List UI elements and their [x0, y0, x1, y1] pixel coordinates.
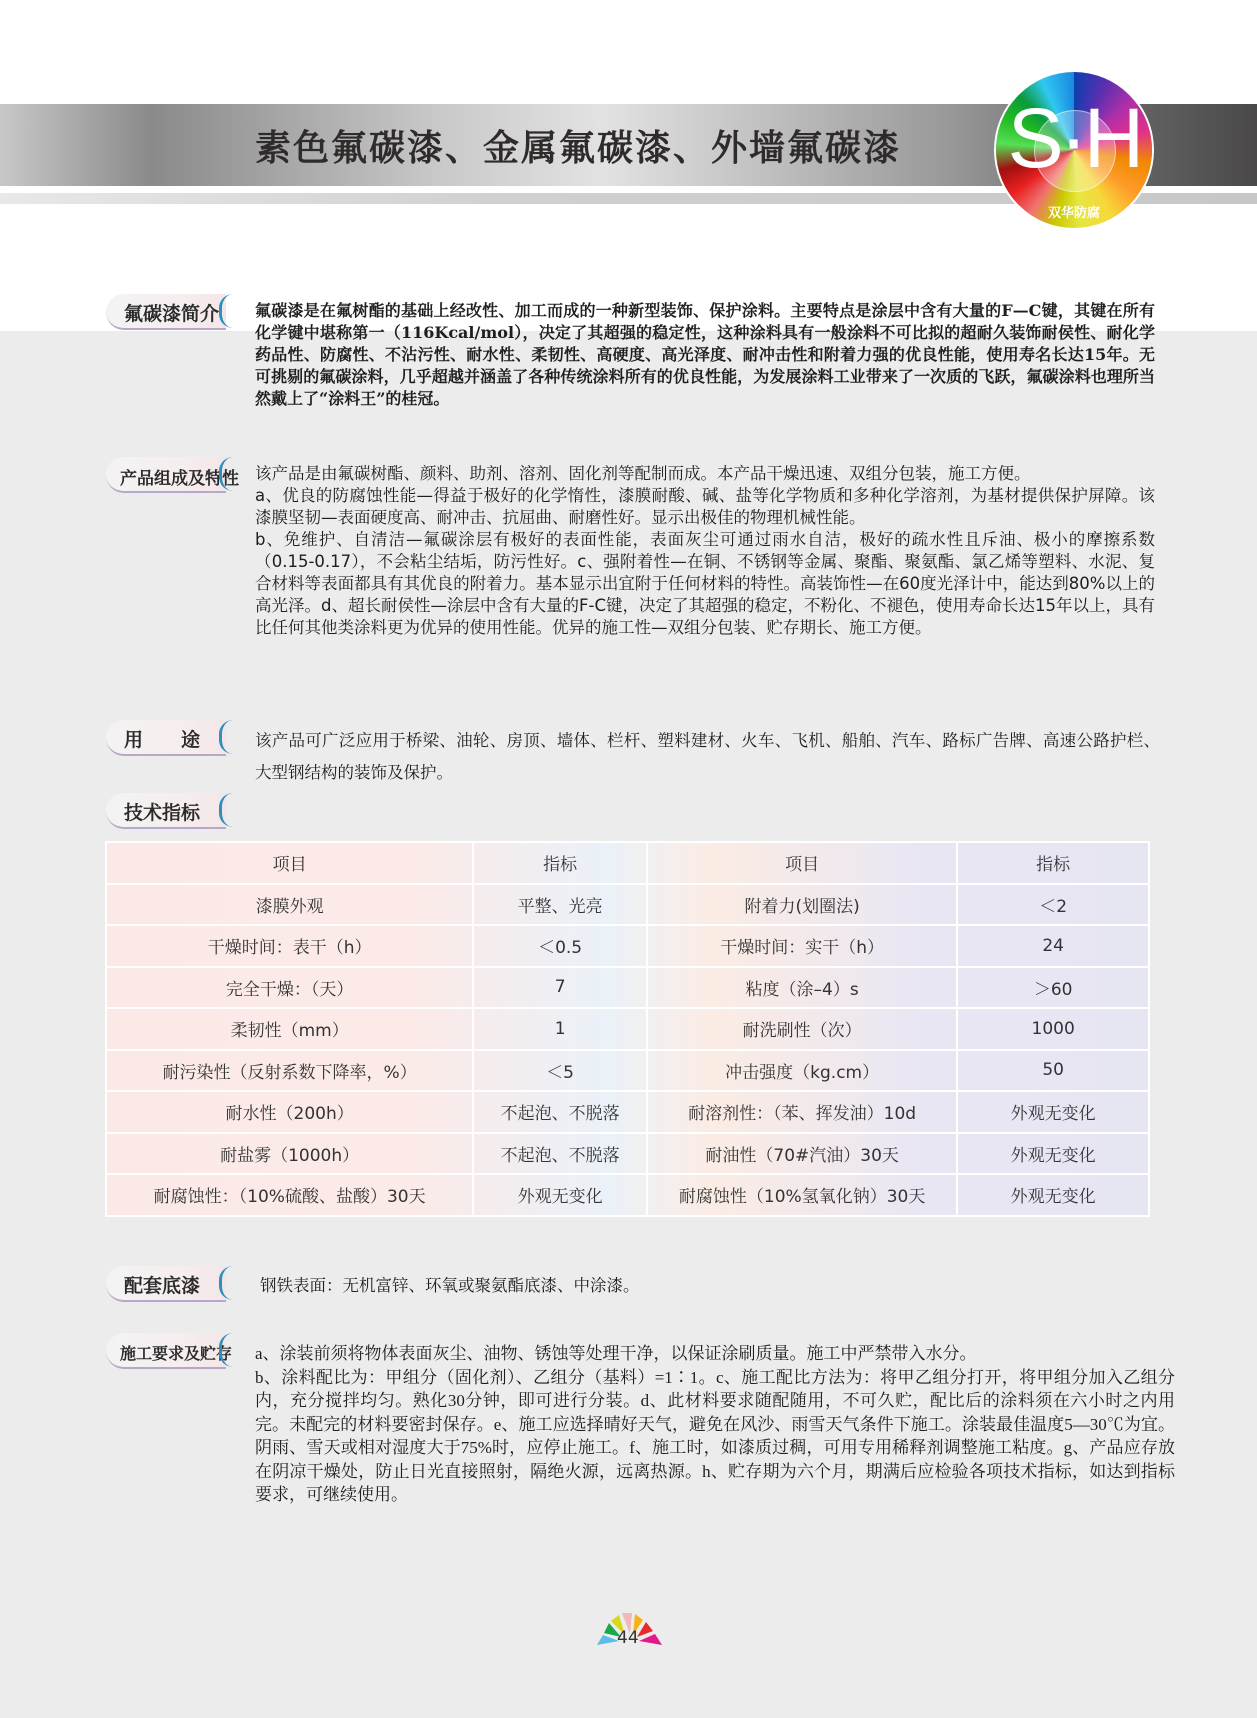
- primer-paragraph: [260, 1275, 1160, 1297]
- section-label-intro: [106, 294, 226, 330]
- construction-paragraphs: [255, 1342, 1175, 1507]
- construction-p1: a、涂装前须将物体表面灰尘、油物、锈蚀等处理干净，以保证涂刷质量。施工中严禁带入水分。: [255, 1344, 977, 1363]
- specs-table: [105, 841, 1150, 1217]
- section-label-text: 用 途: [124, 729, 201, 751]
- composition-p3: b、免维护、自清洁—氟碳涂层有极好的表面性能，表面灰尘可通过雨水自洁，极好的疏水性且斥油、极小的摩擦系数（0.15-0.17），不会粘尘结垢，防污性好。c、强附着性—在铜、不锈钢等金属、聚酯、聚氨酯、氯乙烯等塑料、水泥、复合材料等表面都具有其优良的附着力。基本显示出宜附于任何材料的特性。高装饰性—在60度光泽计中，能达到80%以上的高光泽。d、超长耐侯性—涂层中含有大量的F-C键，决定了其超强的稳定，不粉化、不褪色，使用寿命长达15年以上，具有比任何其他类涂料更为优异的使用性能。优异的施工性—双组分包装、贮存期长、施工方便。: [255, 530, 1155, 637]
- bracket-icon: [219, 1266, 236, 1300]
- table-cell: 外观无变化: [957, 1133, 1149, 1175]
- table-cell: ＜5: [473, 1050, 647, 1092]
- section-label-text: 配套底漆: [124, 1275, 201, 1297]
- section-label-primer: [106, 1266, 226, 1302]
- table-cell: 外观无变化: [957, 1174, 1149, 1216]
- table-cell: 耐洗刷性（次）: [647, 1008, 957, 1050]
- bracket-icon: [219, 294, 236, 328]
- bracket-icon: [219, 793, 236, 827]
- intro-paragraph: [255, 300, 1155, 410]
- usage-paragraph: [255, 725, 1160, 789]
- table-cell: ＜2: [957, 884, 1149, 926]
- section-label-usage: [106, 720, 226, 756]
- table-cell: 50: [957, 1050, 1149, 1092]
- table-cell: 漆膜外观: [106, 884, 473, 926]
- table-cell: 耐盐雾（1000h）: [106, 1133, 473, 1175]
- table-row: [106, 967, 1149, 1009]
- table-cell: 外观无变化: [473, 1174, 647, 1216]
- table-cell: 冲击强度（kg.cm）: [647, 1050, 957, 1092]
- composition-p1: 该产品是由氟碳树酯、颜料、助剂、溶剂、固化剂等配制而成。本产品干燥迅速、双组分包装，施工方便。: [255, 464, 1031, 483]
- table-cell: 柔韧性（mm）: [106, 1008, 473, 1050]
- table-cell: ＞60: [957, 967, 1149, 1009]
- section-label-construction: [106, 1333, 233, 1369]
- table-cell: 耐溶剂性：（苯、挥发油）10d: [647, 1091, 957, 1133]
- intro-text: 氟碳漆是在氟树酯的基础上经改性、加工而成的一种新型装饰、保护涂料。主要特点是涂层中含有大量的F—C键，其键在所有化学键中堪称第一（116Kcal/mol），决定了其超强的稳定性，这种涂料具有一般涂料不可比拟的超耐久装饰耐侯性、耐化学药品性、防腐性、不沾污性、耐水性、柔韧性、高硬度、高光泽度、耐冲击性和附着力强的优良性能，使用寿名长达15年。无可挑剔的氟碳涂料，几乎超越并涵盖了各种传统涂料所有的优良性能，为发展涂料工业带来了一次质的飞跃，氟碳涂料也理所当然戴上了“涂料王”的桂冠。: [255, 301, 1155, 408]
- logo-company-name: 双华防腐: [1047, 206, 1100, 221]
- section-label-text: 产品组成及特性: [120, 469, 239, 489]
- usage-text: 该产品可广泛应用于桥梁、油轮、房顶、墙体、栏杆、塑料建材、火车、飞机、船舶、汽车、路标广告牌、高速公路护栏、大型钢结构的装饰及保护。: [255, 731, 1160, 782]
- table-cell: 耐腐蚀性：（10%硫酸、盐酸）30天: [106, 1174, 473, 1216]
- primer-text: 钢铁表面：无机富锌、环氧或聚氨酯底漆、中涂漆。: [260, 1276, 640, 1295]
- table-header: 项目: [106, 842, 473, 884]
- table-row: [106, 1008, 1149, 1050]
- table-cell: 外观无变化: [957, 1091, 1149, 1133]
- table-cell: 干燥时间：表干（h）: [106, 925, 473, 967]
- table-row: [106, 1133, 1149, 1175]
- page-title: 素色氟碳漆、金属氟碳漆、外墙氟碳漆: [255, 128, 902, 169]
- table-cell: ＜0.5: [473, 925, 647, 967]
- table-header: 指标: [957, 842, 1149, 884]
- composition-paragraphs: [255, 463, 1155, 639]
- table-cell: 完全干燥：（天）: [106, 967, 473, 1009]
- table-cell: 1: [473, 1008, 647, 1050]
- table-cell: 平整、光亮: [473, 884, 647, 926]
- table-cell: 7: [473, 967, 647, 1009]
- table-cell: 24: [957, 925, 1149, 967]
- bracket-icon: [219, 1333, 236, 1367]
- table-row: [106, 1050, 1149, 1092]
- table-row: [106, 1091, 1149, 1133]
- section-label-composition: [106, 457, 239, 493]
- table-row: [106, 1174, 1149, 1216]
- table-row: [106, 925, 1149, 967]
- company-logo: [996, 72, 1152, 228]
- table-cell: 耐水性（200h）: [106, 1091, 473, 1133]
- section-label-text: 技术指标: [124, 802, 201, 824]
- table-row: [106, 884, 1149, 926]
- section-label-specs: [106, 793, 226, 829]
- composition-p2: a、优良的防腐蚀性能—得益于极好的化学惰性，漆膜耐酸、碱、盐等化学物质和多种化学溶剂，为基材提供保护屏障。该漆膜坚韧—表面硬度高、耐冲击、抗屈曲、耐磨性好。显示出极佳的物理机械性能。: [255, 486, 1155, 527]
- table-header-row: [106, 842, 1149, 884]
- table-cell: 附着力(划圈法): [647, 884, 957, 926]
- construction-p2: b、涂料配比为：甲组分（固化剂）、乙组分（基料）=1∶1。c、施工配比方法为：将甲乙组分打开，将甲组分加入乙组分内，充分搅拌均匀。熟化30分钟，即可进行分装。d、此材料要求随配随用，不可久贮，配比后的涂料须在六小时之内用完。未配完的材料要密封保存。e、施工应选择晴好天气，避免在风沙、雨雪天气条件下施工。涂装最佳温度5—30℃为宜。阴雨、雪天或相对湿度大于75%时，应停止施工。f、施工时，如漆质过稠，可用专用稀释剂调整施工粘度。g、产品应存放在阴凉干燥处，防止日光直接照射，隔绝火源，远离热源。h、贮存期为六个月，期满后应检验各项技术指标，如达到指标要求，可继续使用。: [255, 1367, 1175, 1504]
- section-label-text: 施工要求及贮存: [120, 1344, 233, 1363]
- table-header: 项目: [647, 842, 957, 884]
- table-cell: 耐腐蚀性（10%氢氧化钠）30天: [647, 1174, 957, 1216]
- bracket-icon: [219, 457, 236, 491]
- bracket-icon: [219, 720, 236, 754]
- logo-letters: S·H: [1007, 91, 1141, 185]
- table-header: 指标: [473, 842, 647, 884]
- table-cell: 不起泡、不脱落: [473, 1133, 647, 1175]
- page-number: 44: [617, 1628, 639, 1648]
- table-cell: 干燥时间：实干（h）: [647, 925, 957, 967]
- table-cell: 耐油性（70#汽油）30天: [647, 1133, 957, 1175]
- table-cell: 粘度（涂–4）s: [647, 967, 957, 1009]
- page-number-badge: [595, 1609, 665, 1648]
- table-cell: 耐污染性（反射系数下降率，%）: [106, 1050, 473, 1092]
- section-label-text: 氟碳漆简介: [124, 303, 220, 325]
- table-cell: 1000: [957, 1008, 1149, 1050]
- table-cell: 不起泡、不脱落: [473, 1091, 647, 1133]
